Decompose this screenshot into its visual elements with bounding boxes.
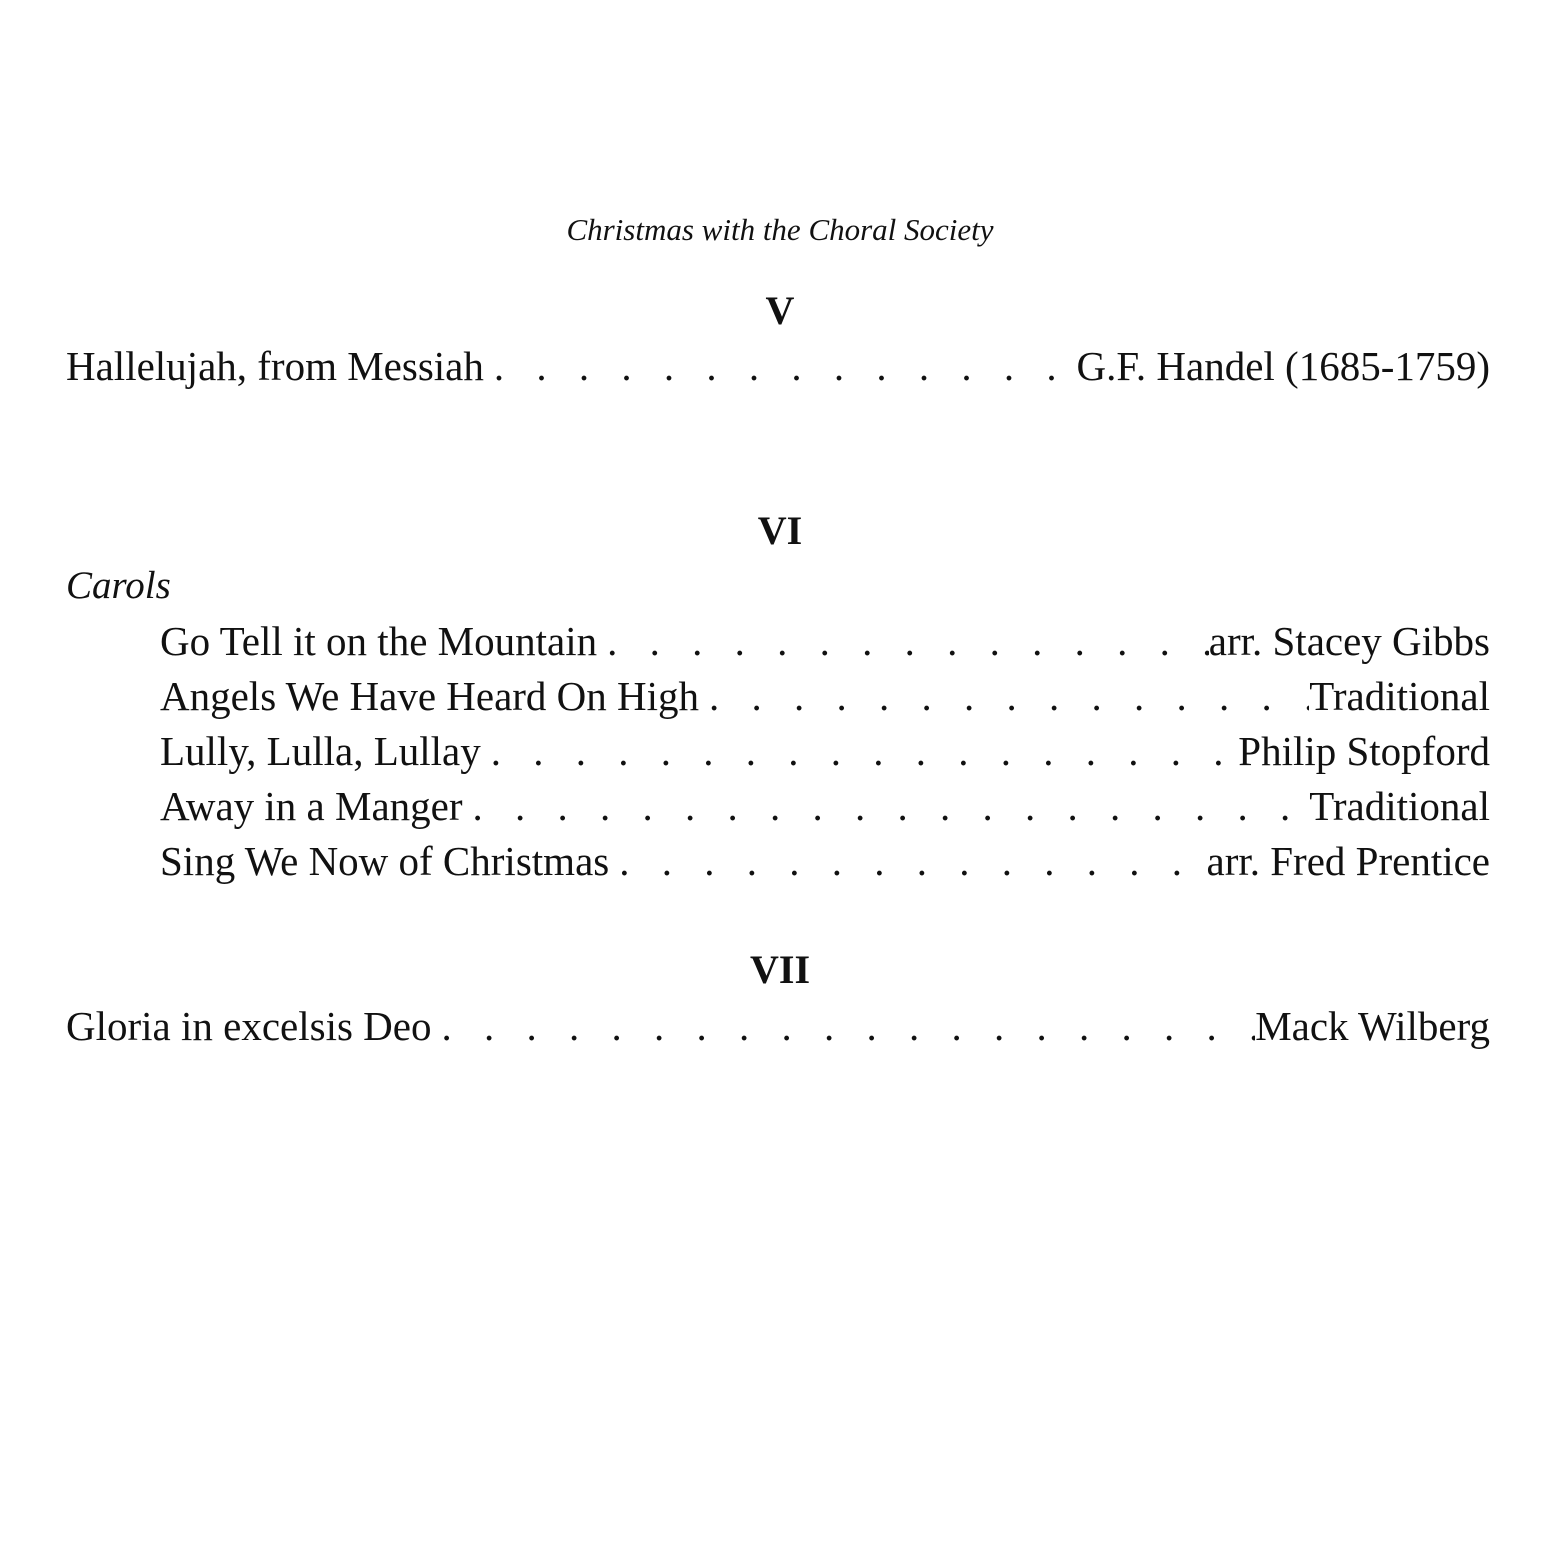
entry-title: Gloria in excelsis Deo: [66, 1003, 432, 1049]
program-entry: [160, 780, 1490, 832]
page-header: Christmas with the Choral Society: [566, 212, 994, 247]
entry-title: Lully, Lulla, Lullay: [160, 728, 481, 774]
entry-composer: Traditional: [1309, 783, 1490, 829]
section-heading-v: V: [765, 288, 795, 333]
entry-composer: arr. Stacey Gibbs: [1208, 618, 1490, 664]
program-entry: [66, 1000, 1490, 1052]
section-heading-vi: VI: [757, 508, 803, 553]
entry-composer: arr. Fred Prentice: [1206, 838, 1490, 884]
entry-title: Away in a Manger: [160, 783, 463, 829]
program-entry: [160, 670, 1490, 722]
section-heading-vii: VII: [749, 947, 811, 992]
subsection-label: Carols: [66, 564, 171, 607]
dot-leader: [481, 725, 1239, 777]
dot-leader: [699, 670, 1309, 722]
program-entry: [160, 835, 1490, 887]
entry-title: Go Tell it on the Mountain: [160, 618, 598, 664]
entry-composer: Philip Stopford: [1238, 728, 1490, 774]
entry-title: Sing We Now of Christmas: [160, 838, 610, 884]
dot-leader: [431, 1000, 1255, 1052]
entry-composer: G.F. Handel (1685-1759): [1076, 343, 1490, 389]
entry-title: Hallelujah, from Messiah: [66, 343, 484, 389]
dot-leader: [484, 340, 1077, 392]
dot-leader: [463, 780, 1310, 832]
entry-title: Angels We Have Heard On High: [160, 673, 700, 719]
entry-composer: Mack Wilberg: [1255, 1003, 1490, 1049]
dot-leader: [609, 835, 1206, 887]
program-entry: [160, 615, 1490, 667]
program-entry: [66, 340, 1490, 392]
program-entry: [160, 725, 1490, 777]
entry-composer: Traditional: [1309, 673, 1490, 719]
dot-leader: [597, 615, 1209, 667]
